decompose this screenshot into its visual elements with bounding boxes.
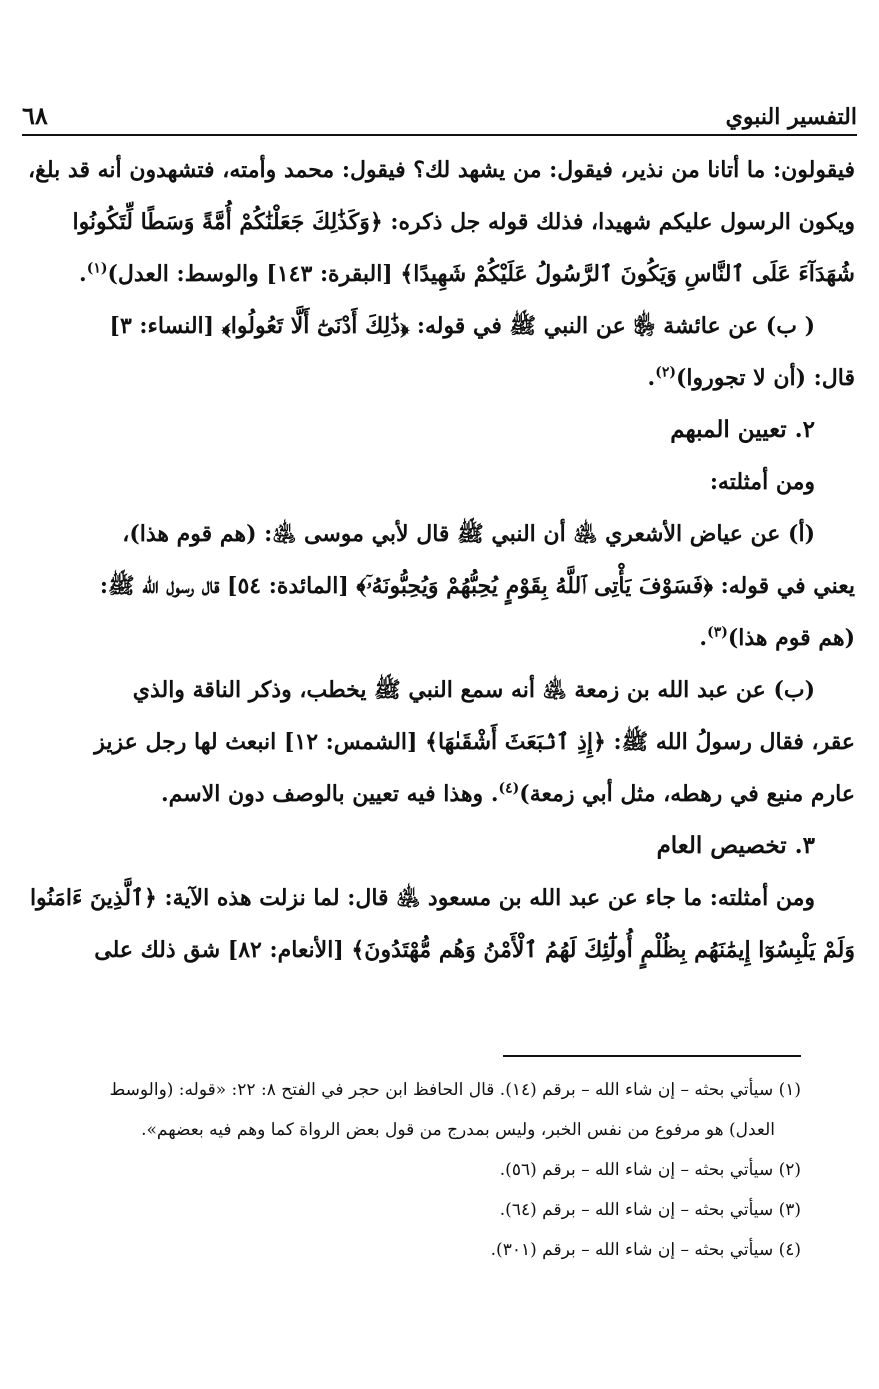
running-title: التفسير النبوي xyxy=(725,104,857,130)
footnote: (٤) سيأتي بحثه – إن شاء الله – برقم (٣٠١). xyxy=(490,1240,801,1260)
text-line: عقر، فقال رسولُ الله ﷺ: ﴿إِذِ ٱنۢبَعَثَ أَشْقَىٰهَا﴾ [الشمس: ١٢] انبعث لها رجل عزيز xyxy=(94,729,855,755)
text-line: يعني في قوله: ﴿فَسَوْفَ يَأْتِى ٱللَّهُ بِقَوْمٍ يُحِبُّهُمْ وَيُحِبُّونَهُۥٓ﴾ [المائدة: ٥٤] قال رسول الله ﷺ: xyxy=(99,573,855,599)
footnote-marker: (٢) xyxy=(655,364,676,381)
text-segment: قال: (أن لا تجوروا) xyxy=(676,365,855,391)
main-text xyxy=(24,144,855,976)
text-line: شُهَدَآءَ عَلَى ٱلنَّاسِ وَيَكُونَ ٱلرَّسُولُ عَلَيْكُمْ شَهِيدًا﴾ [البقرة: ١٤٣] والوسط: العدل)$^{(١)}$. xyxy=(79,260,855,287)
footnotes xyxy=(26,1070,801,1270)
footnote-marker: (٣) xyxy=(707,624,728,641)
footnote: (٣) سيأتي بحثه – إن شاء الله – برقم (٦٤). xyxy=(499,1200,801,1220)
text-segment: (هم قوم هذا) xyxy=(727,625,855,651)
text-line: وَلَمْ يَلْبِسُوٓا إِيمَٰنَهُم بِظُلْمٍ أُولَٰٓئِكَ لَهُمُ ٱلْأَمْنُ وَهُم مُّهْتَدُونَ﴾ [الأنعام: ٨٢] شق ذلك على xyxy=(94,937,855,963)
text-line xyxy=(24,768,855,820)
footnote: (١) سيأتي بحثه – إن شاء الله – برقم (١٤). قال الحافظ ابن حجر في الفتح ٨: ٢٢: «قوله: (والوسط xyxy=(109,1080,801,1100)
running-header xyxy=(22,96,857,136)
text-segment: . وهذا فيه تعيين بالوصف دون الاسم. xyxy=(160,781,499,807)
text-segment: عارم منيع في رهطه، مثل أبي زمعة) xyxy=(519,781,855,807)
footnote-divider xyxy=(503,1055,801,1057)
section-heading: ٣. تخصيص العام xyxy=(656,832,815,859)
footnote-continuation: العدل) هو مرفوع من نفس الخبر، وليس بمدرج من قول بعض الرواة كما وهم فيه بعضهم». xyxy=(141,1120,775,1140)
footnote-marker: (٤) xyxy=(498,780,520,797)
text-line: (أ) عن عياض الأشعري ﵁ أن النبي ﷺ قال لأبي موسى ﵁: (هم قوم هذا)، xyxy=(122,521,815,547)
text-line: ويكون الرسول عليكم شهيدا، فذلك قوله جل ذكره: ﴿وَكَذَٰلِكَ جَعَلْنَٰكُمْ أُمَّةً وَسَطًا لِّتَكُونُوا xyxy=(72,209,855,235)
text-line: ( ب) عن عائشة ﵂ عن النبي ﷺ في قوله: ﴿ذَٰلِكَ أَدْنَىٰٓ أَلَّا تَعُولُوا﴾ [النساء: ٣] xyxy=(109,313,815,339)
page-number: ٦٨ xyxy=(22,101,48,130)
text-line: (هم قوم هذا)$^{(٣)}$. xyxy=(699,624,855,651)
text-line: قال: (أن لا تجوروا)$^{(٢)}$. xyxy=(647,364,855,391)
text-segment: شُهَدَآءَ عَلَى ٱلنَّاسِ وَيَكُونَ ٱلرَّسُولُ عَلَيْكُمْ شَهِيدًا﴾ [البقرة: ١٤٣] والوسط: العدل) xyxy=(107,261,855,287)
text-line: (ب) عن عبد الله بن زمعة ﵁ أنه سمع النبي ﷺ يخطب، وذكر الناقة والذي xyxy=(132,677,815,703)
text-line: فيقولون: ما أتانا من نذير، فيقول: من يشهد لك؟ فيقول: محمد وأمته، فتشهدون أنه قد بلغ، xyxy=(28,157,855,183)
footnote: (٢) سيأتي بحثه – إن شاء الله – برقم (٥٦). xyxy=(499,1160,801,1180)
text-line: ومن أمثلته: xyxy=(709,469,815,495)
footnote-marker: (١) xyxy=(86,260,108,277)
text-line: ومن أمثلته: ما جاء عن عبد الله بن مسعود ﵁ قال: لما نزلت هذه الآية: ﴿ٱلَّذِينَ ءَامَنُوا xyxy=(29,885,815,911)
section-heading: ٢. تعيين المبهم xyxy=(670,416,815,443)
